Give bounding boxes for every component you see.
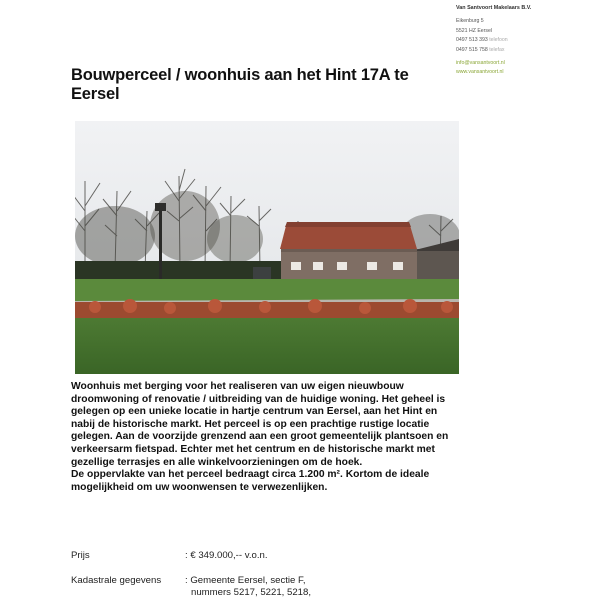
property-photo [75,121,459,374]
agency-street: Eikenburg 5 [456,18,484,25]
price-value: : € 349.000,-- v.o.n. [185,550,268,561]
cadastral-value [185,575,445,599]
price-label: Prijs [71,550,90,561]
agency-website-link[interactable]: www.vansantvoort.nl [456,69,504,76]
cadastral-value-line: : Gemeente Eersel, sectie F, [185,575,306,586]
agency-fax-line [456,46,586,55]
page-title: Bouwperceel / woonhuis aan het Hint 17A te Eersel [71,66,409,103]
agency-phone-label: telefoon [489,37,508,44]
description-paragraph: De oppervlakte van het perceel bedraagt circa 1.200 m². Kortom de ideale mogelijkheid om uw woonwensen te verwezenlijken. [71,469,430,493]
cadastral-value-line: nummers 5217, 5221, 5218, [191,587,312,598]
property-description [71,381,451,494]
cadastral-label: Kadastrale gegevens [71,575,162,586]
agency-phone-line [456,36,586,45]
agency-fax-label: telefax [489,46,505,53]
agency-name: Van Santvoort Makelaars B.V. [456,5,532,11]
agency-phone: 0497 513 393 [456,37,488,44]
agency-city: 5521 HZ Eersel [456,27,493,34]
description-paragraph: Woonhuis met berging voor het realiseren van uw eigen nieuwbouw droomwoning of renovatie / uitbreiding van de huidige woning. Het geheel is gelegen op een unieke locatie in hartje centrum van Eersel, aan het Hint en nabij de historische markt. Het perceel is op een prachtige rustige locatie gelegen. Aan de voorzijde grenzend aan een groot gemeentelijk plantsoen en verkeersarm fietspad. Echter met het centrum en de historische markt met gezellige terrasjes en alle winkelvoorzieningen om de hoek. [71,381,449,468]
agency-email-link[interactable]: info@vansantvoort.nl [456,60,505,67]
agency-fax: 0497 515 758 [456,46,488,53]
agency-contact-block [456,4,586,78]
